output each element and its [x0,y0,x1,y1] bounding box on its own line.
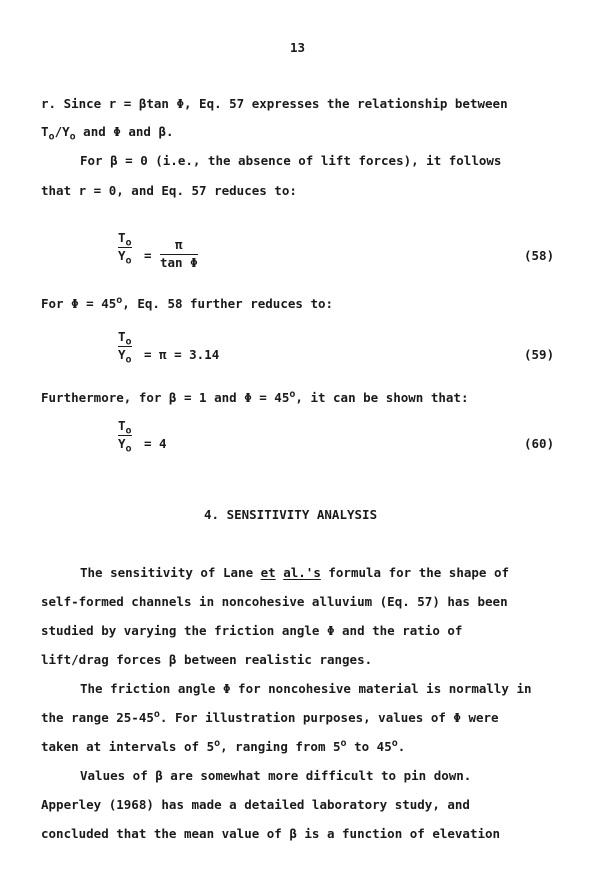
degree-sup: o [214,738,221,749]
sub-o: o [48,131,55,143]
sub-o: o [125,425,132,437]
page-number: 13 [290,40,306,55]
eq59-lhs-fraction [118,329,132,365]
var-t: T [41,124,49,139]
text: Furthermore, for β = 1 and Φ = 45 [41,390,290,405]
fraction-numerator [118,418,132,437]
var-t: T [118,230,126,245]
paragraph-3 [41,296,333,311]
fraction-denominator: tan Φ [160,254,198,270]
text: formula for the shape of [320,565,510,580]
text: and Φ and β. [75,124,174,139]
eq60-number: (60) [524,436,555,451]
text: the range 25-45 [41,710,154,725]
degree-sup: o [340,738,347,749]
degree-sup: o [116,295,123,306]
fraction-numerator [118,230,132,249]
paragraph-7-line-1: Values of β are somewhat more difficult to pin down. [80,768,472,783]
eq58-equals: = [144,248,152,263]
text: The sensitivity of Lane [80,565,261,580]
paragraph-1-line-1: r. Since r = βtan Φ, Eq. 57 expresses the relationship between [41,96,508,111]
var-y: Y [62,124,70,139]
fraction-denominator [118,435,132,454]
eq58-lhs-fraction [118,230,132,266]
fraction-numerator [118,329,132,348]
sub-o: o [125,237,132,249]
paragraph-5-line-3: studied by varying the friction angle Φ and the ratio of [41,623,463,638]
fraction-denominator [118,346,132,365]
text: . [397,739,406,754]
fraction-numerator: π [175,237,183,252]
text: For Φ = 45 [41,296,117,311]
underlined-et: et [260,565,276,580]
text: , it can be shown that: [295,390,469,405]
underlined-al: al.'s [283,565,321,580]
text: . For illustration purposes, values of Φ were [159,710,499,725]
sub-o: o [125,336,132,348]
eq59-number: (59) [524,347,555,362]
sub-o: o [125,354,132,365]
paragraph-1-line-2 [41,124,174,143]
degree-sup: o [289,389,296,400]
sub-o: o [125,443,132,454]
paragraph-7-line-2: Apperley (1968) has made a detailed laboratory study, and [41,797,470,812]
text: , Eq. 58 further reduces to: [122,296,334,311]
paragraph-6-line-2 [41,710,499,725]
var-t: T [118,418,126,433]
paragraph-4 [41,390,468,405]
paragraph-6-line-1: The friction angle Φ for noncohesive material is normally in [80,681,532,696]
eq58-rhs-fraction [160,239,198,269]
degree-sup: o [391,738,398,749]
paragraph-5-line-1 [80,565,509,580]
paragraph-5-line-2: self-formed channels in noncohesive alluvium (Eq. 57) has been [41,594,508,609]
degree-sup: o [153,709,160,720]
paragraph-6-line-3 [41,739,405,754]
fraction-denominator [118,247,132,266]
sub-o: o [125,255,132,266]
var-y: Y [118,346,126,362]
paragraph-2-line-1: For β = 0 (i.e., the absence of lift forces), it follows [80,153,502,168]
var-y: Y [118,435,126,451]
eq60-lhs-fraction [118,418,132,454]
var-t: T [118,329,126,344]
sub-o: o [69,131,76,143]
text: to 45 [346,739,392,754]
slash: / [54,124,63,139]
text: , ranging from 5 [220,739,341,754]
paragraph-7-line-3: concluded that the mean value of β is a function of elevation [41,826,501,841]
paragraph-5-line-4: lift/drag forces β between realistic ranges. [41,652,373,667]
text: taken at intervals of 5 [41,739,215,754]
eq58-number: (58) [524,248,555,263]
eq60-rhs: = 4 [144,436,167,451]
eq59-rhs: = π = 3.14 [144,347,220,362]
section-heading: 4. SENSITIVITY ANALYSIS [204,507,378,522]
paragraph-2-line-2: that r = 0, and Eq. 57 reduces to: [41,183,297,198]
var-y: Y [118,247,126,263]
